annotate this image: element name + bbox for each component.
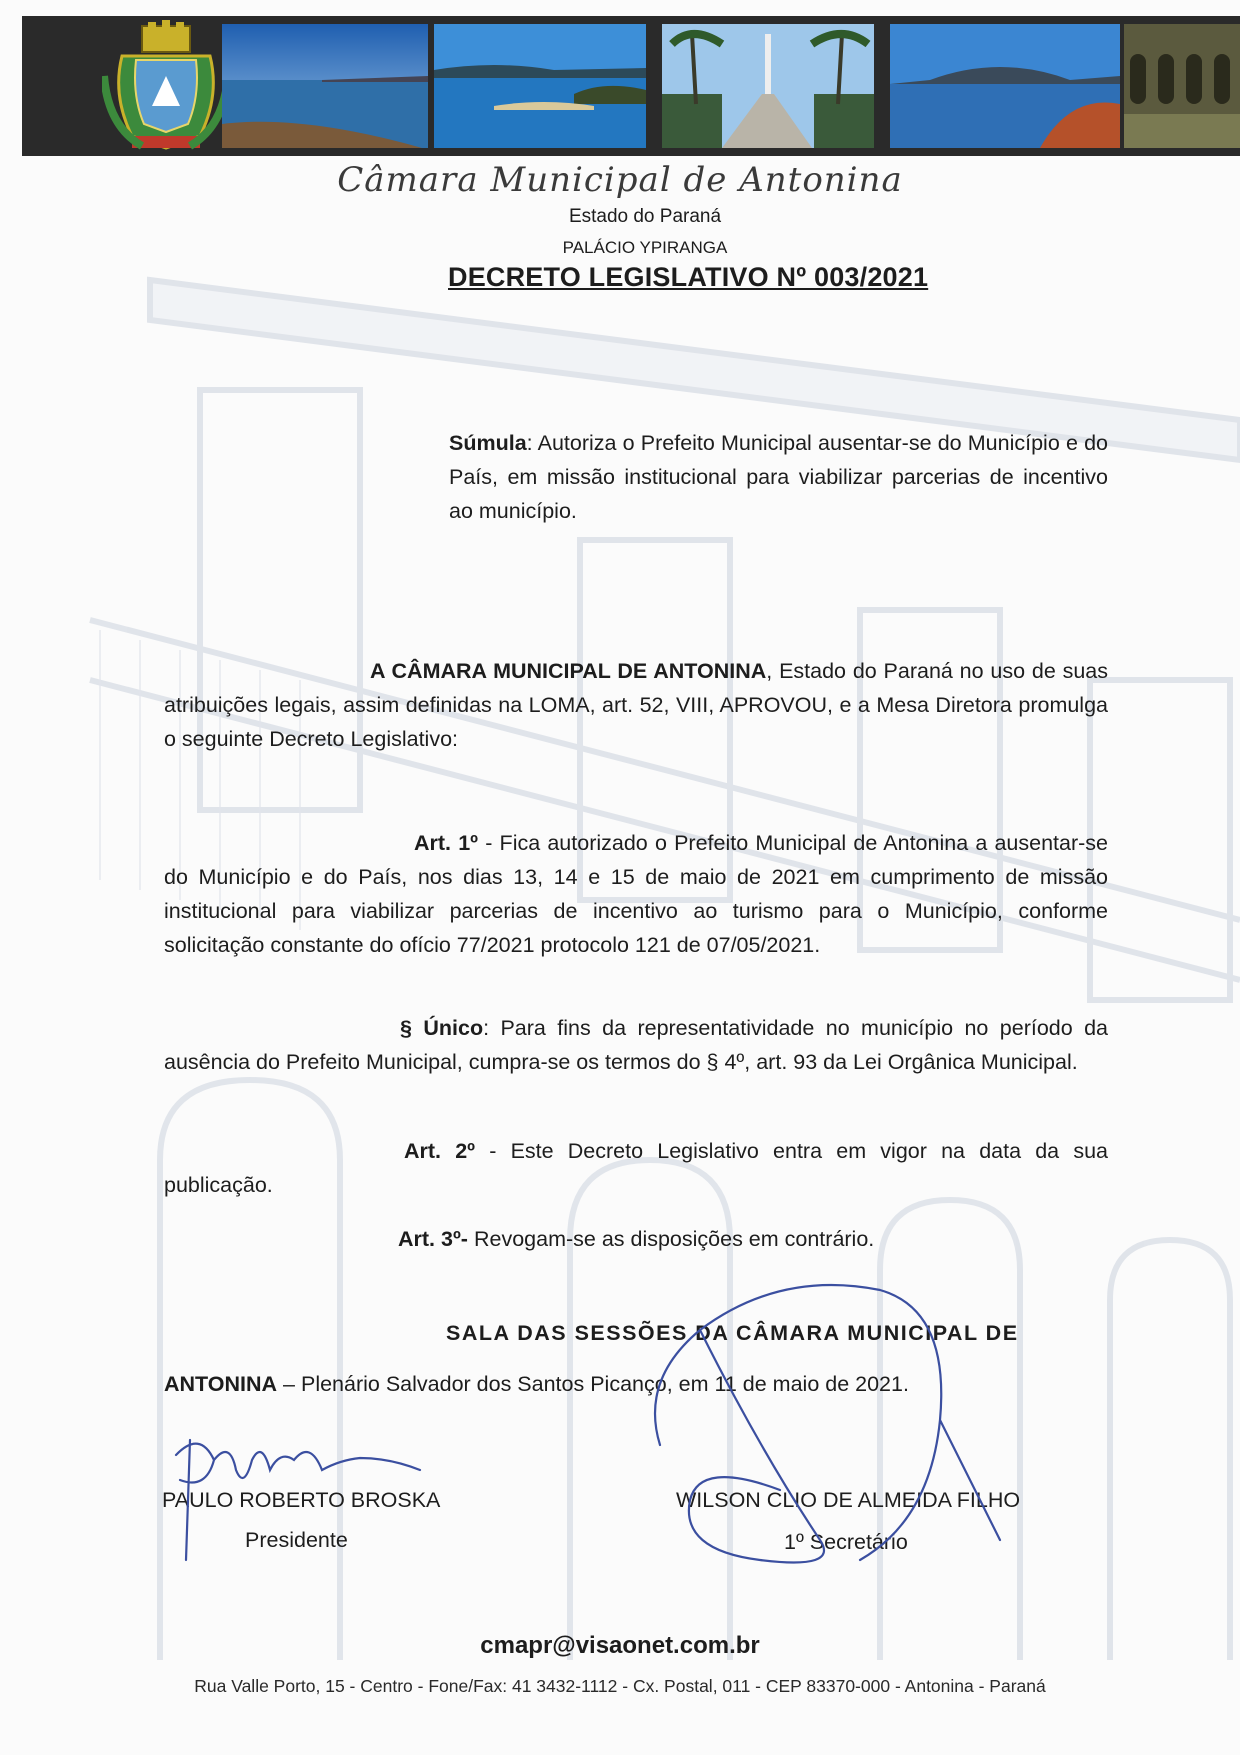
place-date-text: – Plenário Salvador dos Santos Picanço, em 11 de maio de 2021. xyxy=(277,1372,909,1396)
state-name: Estado do Paraná xyxy=(568,206,722,227)
preamble-bold: A CÂMARA MUNICIPAL DE ANTONINA xyxy=(370,659,767,683)
article-2-text: - Este Decreto Legislativo entra em vigor na data da sua publicação. xyxy=(164,1139,1108,1197)
session-room-text: SALA DAS SESSÕES DA CÂMARA MUNICIPAL DE xyxy=(446,1321,1019,1345)
colonial-ruin-photo xyxy=(1124,24,1240,148)
contact-address: Rua Valle Porto, 15 - Centro - Fone/Fax: 41 3432-1112 - Cx. Postal, 011 - CEP 83370-000 - Antonina - Paraná xyxy=(194,1676,1046,1696)
article-3-label: Art. 3º- xyxy=(398,1227,468,1251)
sumula-text: : Autoriza o Prefeito Municipal ausentar-se do Município e do País, em missão institucional para viabilizar parcerias de incentivo ao município. xyxy=(449,431,1108,523)
palace-name: PALÁCIO YPIRANGA xyxy=(562,238,728,257)
paragraph-unico-label: § Único xyxy=(400,1016,484,1040)
president-role: Presidente xyxy=(245,1528,348,1552)
contact-email: cmapr@visaonet.com.br xyxy=(480,1632,760,1659)
preamble-text: , Estado do Paraná no uso de suas atribuições legais, assim definidas na LOMA, art. 52, VIII, APROVOU, e a Mesa Diretora promulga o seguinte Decreto Legislativo: xyxy=(164,659,1108,751)
article-1-text: - Fica autorizado o Prefeito Municipal de Antonina a ausentar-se do Município e do País, nos dias 13, 14 e 15 de maio de 2021 em cumprimento de missão institucional para viabilizar parcerias de incentivo ao turismo para o Município, conforme solicitação constante do ofício 77/2021 protocolo 121 de 07/05/2021. xyxy=(164,831,1109,957)
municipal-crest-icon xyxy=(102,16,230,156)
sumula-paragraph xyxy=(449,426,1108,528)
article-3-text: Revogam-se as disposições em contrário. xyxy=(467,1227,875,1251)
org-name: Câmara Municipal de Antonina xyxy=(337,160,903,200)
place-date-line xyxy=(164,1372,909,1397)
session-room-line xyxy=(164,1316,1108,1350)
sumula-label: Súmula xyxy=(449,431,527,455)
document-title: DECRETO LEGISLATIVO Nº 003/2021 xyxy=(448,262,929,292)
article-3 xyxy=(164,1222,1108,1256)
president-name: PAULO ROBERTO BROSKA xyxy=(162,1488,441,1512)
city-name: ANTONINA xyxy=(164,1372,278,1396)
secretary-role: 1º Secretário xyxy=(784,1530,908,1554)
preamble-paragraph xyxy=(164,654,1108,756)
paragraph-unico-text: : Para fins da representatividade no município no período da ausência do Prefeito Municipal, cumpra-se os termos do § 4º, art. 93 da Lei Orgânica Municipal. xyxy=(164,1016,1109,1074)
bay-island-photo xyxy=(434,24,646,148)
promenade-photo xyxy=(662,24,874,148)
lagoon-photo xyxy=(222,24,428,148)
bay-hills-photo xyxy=(890,24,1120,148)
article-2 xyxy=(164,1134,1108,1202)
article-1 xyxy=(164,826,1108,962)
paragraph-unico xyxy=(164,1011,1108,1079)
secretary-name: WILSON CLIO DE ALMEIDA FILHO xyxy=(676,1488,1021,1512)
header-banner xyxy=(22,16,1240,156)
article-1-label: Art. 1º xyxy=(414,831,479,855)
article-2-label: Art. 2º xyxy=(404,1139,476,1163)
